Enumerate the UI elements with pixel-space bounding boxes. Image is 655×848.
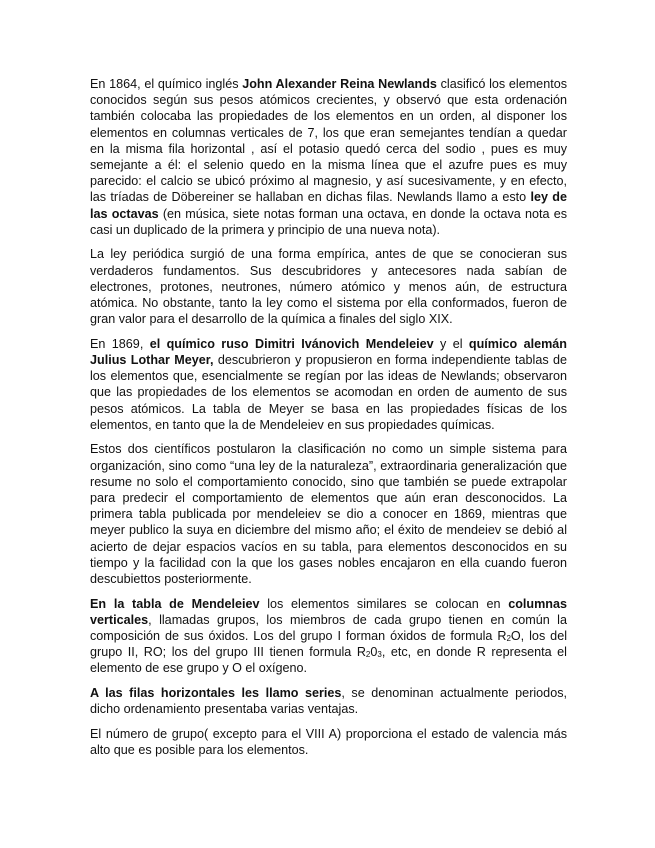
bold-text: el químico ruso Dimitri Ivánovich Mendeleiev xyxy=(149,336,434,351)
paragraph xyxy=(90,336,567,433)
text-run: descubrieron y propusieron en forma independiente tablas de los elementos que, esencialmente se regían por las ideas de Newlands; observaron que las propiedades de los elementos se acomodan en orden de aumento de sus pesos atómicos. La tabla de Meyer se basa en las propiedades físicas de los elementos, en tanto que la de Mendeleiev en sus propiedades químicas. xyxy=(90,353,567,432)
paragraph xyxy=(90,596,567,677)
text-run: , etc, en donde R representa el elemento de ese grupo y O el oxígeno. xyxy=(90,645,567,676)
text-run: , se denominan actualmente periodos, dicho ordenamiento presentaba varias ventajas. xyxy=(90,686,567,717)
text-run: , llamadas grupos, los miembros de cada grupo tienen en común la composición de sus óxidos. Los del grupo I forman óxidos de formula R xyxy=(90,612,567,644)
text-run: El número de grupo( excepto para el VIII A) proporciona el estado de valencia más alto que es posible para los elementos. xyxy=(90,726,567,758)
paragraph xyxy=(90,726,567,758)
text-run: los elementos similares se colocan en xyxy=(259,596,509,611)
bold-text: En la tabla de Mendeleiev xyxy=(90,596,260,611)
subscript-text: 2 xyxy=(365,650,371,660)
text-run: En 1864, el químico inglés xyxy=(90,77,243,91)
bold-text: A las filas horizontales les llamo series xyxy=(90,686,342,701)
text-run: En 1869, xyxy=(90,336,150,351)
paragraph xyxy=(90,441,567,587)
bold-text: John Alexander Reina Newlands xyxy=(242,77,437,91)
text-run: O, los del grupo II, RO; los del grupo III tienen formula R xyxy=(90,629,567,660)
text-run: 0 xyxy=(370,645,378,660)
bold-text: ley de las octavas xyxy=(90,190,567,221)
document-page xyxy=(90,76,567,767)
text-run: (en música, siete notas forman una octava, en donde la octava nota es casi un duplicado de la primera y principio de una nueva nota). xyxy=(90,206,568,237)
paragraph xyxy=(90,246,567,327)
text-run: La ley periódica surgió de una forma empírica, antes de que se conocieran sus verdaderos fundamentos. Sus descubridores y antecesores nada sabían de electrones, protones, neutrones, número atómico y menos aún, de estructura atómica. No obstante, tanto la ley como el sistema por ella conformados, fueron de gran valor para el desarrollo de la química a finales del siglo XIX. xyxy=(90,247,567,327)
paragraph xyxy=(90,76,567,238)
text-run: clasificó los elementos conocidos según sus pesos atómicos crecientes, y observó que esta ordenación también colocaba las propiedades de los elementos en un orden, al disponer los elementos en columnas verticales de 7, los que eran semejantes tendían a quedar en la misma fila horizontal , así el potasio quedó cerca del sodio , pues es muy semejante a él: el selenio quedo en la misma línea que el azufre pues es muy parecido: el calcio se ubicó próximo al magnesio, y así sucesivamente, y en efecto, las tríadas de Döbereiner se hallaban en dichas filas. Newlands llamo a esto xyxy=(90,77,567,205)
paragraph xyxy=(90,685,567,717)
text-run: Estos dos científicos postularon la clasificación no como un simple sistema para organización, sino como “una ley de la naturaleza”, extraordinaria generalización que resume no solo el comportamiento conocido, sino que también se puede extrapolar para predecir el comportamiento de elementos que aún eran desconocidos. La primera tabla publicada por mendeleiev se dio a conocer en 1869, mientras que meyer publico la suya en diciembre del mismo año; el éxito de mendeiev se debió al acierto de dejar espacios vacíos en su tabla, para elementos desconocidos en su tiempo y la facilidad con la que los gases nobles encajaron en ella cuando fueron descubiettos posteriormente. xyxy=(90,442,567,587)
subscript-text: 3 xyxy=(377,650,382,660)
text-run: y el xyxy=(433,336,469,351)
bold-text: columnas verticales xyxy=(90,596,568,627)
subscript-text: 2 xyxy=(506,634,511,644)
bold-text: químico alemán Julius Lothar Meyer, xyxy=(90,336,567,368)
